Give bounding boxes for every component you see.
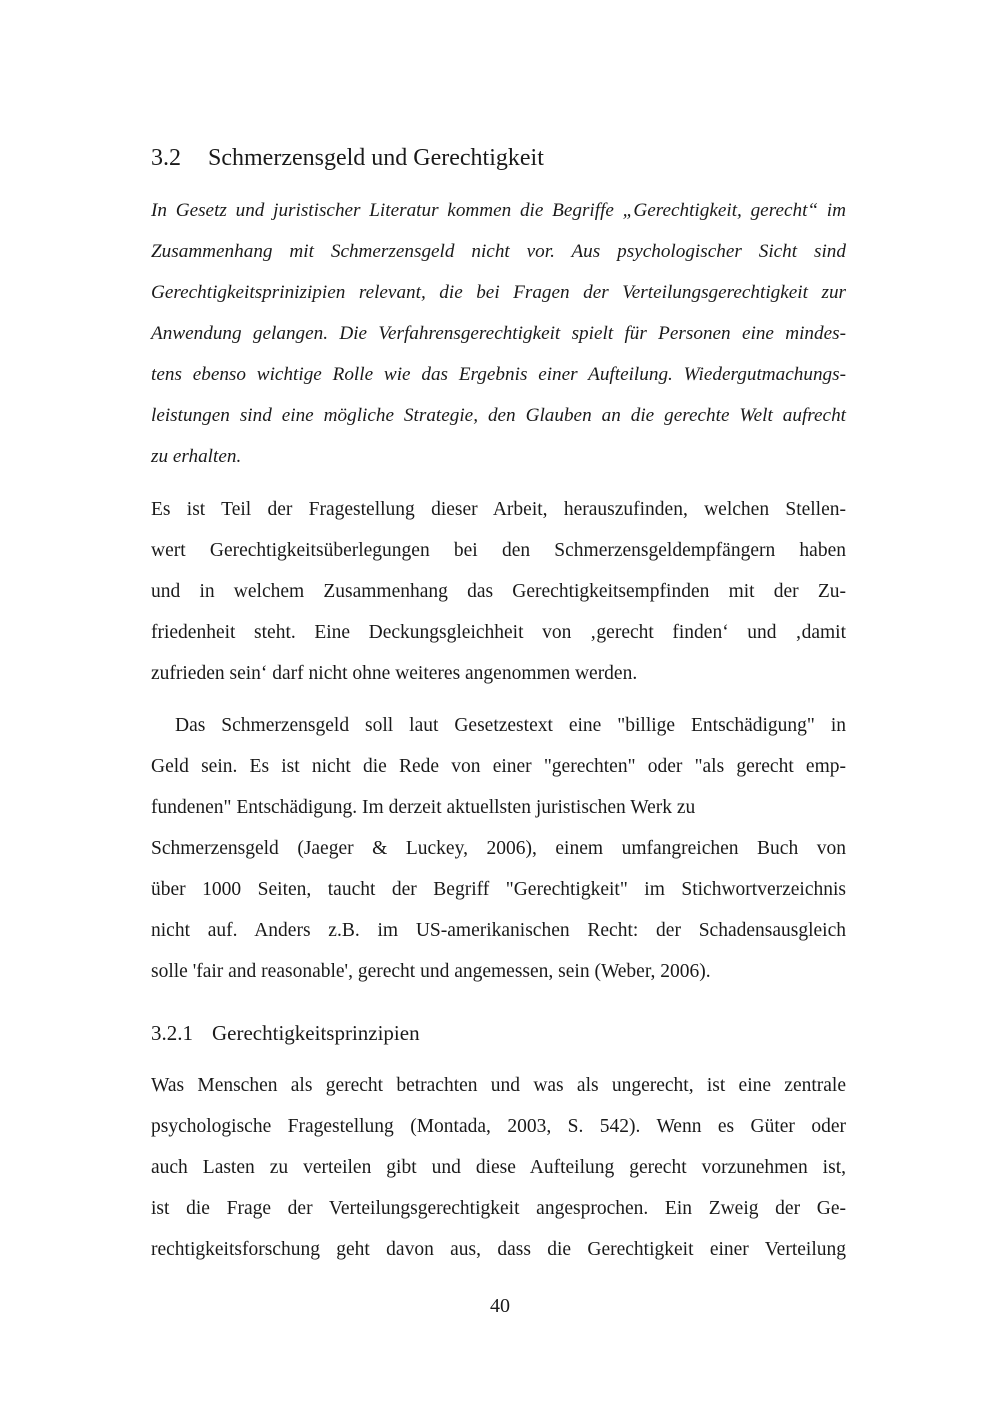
paragraph-line: über 1000 Seiten, taucht der Begriff "Gerechtigkeit" im Stichwortverzeichnis — [151, 879, 846, 900]
page-number: 40 — [490, 1295, 510, 1317]
paragraph-line: Das Schmerzensgeld soll laut Gesetzestext eine "billige Entschädigung" in — [175, 715, 846, 736]
paragraph-line: und in welchem Zusammenhang das Gerechtigkeitsempfinden mit der Zu- — [151, 581, 846, 602]
paragraph-line: Schmerzensgeld (Jaeger & Luckey, 2006), einem umfangreichen Buch von — [151, 838, 846, 859]
section-number: 3.2 — [151, 145, 181, 171]
subsection-number: 3.2.1 — [151, 1021, 193, 1045]
paragraph-line: fundenen" Entschädigung. Im derzeit aktuellsten juristischen Werk zu — [151, 797, 696, 818]
paragraph-line: auch Lasten zu verteilen gibt und diese Aufteilung gerecht vorzunehmen ist, — [151, 1157, 846, 1178]
paragraph-line: solle 'fair and reasonable', gerecht und angemessen, sein (Weber, 2006). — [151, 961, 711, 982]
paragraph-line: Geld sein. Es ist nicht die Rede von einer "gerechten" oder "als gerecht emp- — [151, 756, 846, 777]
paragraph-line: ist die Frage der Verteilungsgerechtigkeit angesprochen. Ein Zweig der Ge- — [151, 1198, 846, 1219]
summary-line: Anwendung gelangen. Die Verfahrensgerechtigkeit spielt für Personen eine mindes- — [151, 323, 846, 344]
paragraph-line: psychologische Fragestellung (Montada, 2003, S. 542). Wenn es Güter oder — [151, 1116, 846, 1137]
section-title: Schmerzensgeld und Gerechtigkeit — [208, 145, 544, 171]
summary-line: zu erhalten. — [151, 446, 242, 467]
section-summary — [151, 190, 846, 477]
summary-line: tens ebenso wichtige Rolle wie das Ergebnis einer Aufteilung. Wiedergutmachungs- — [151, 364, 846, 385]
subsection-heading — [151, 1018, 420, 1048]
paragraph-line: Es ist Teil der Fragestellung dieser Arbeit, herauszufinden, welchen Stellen- — [151, 499, 846, 520]
summary-line: Zusammenhang mit Schmerzensgeld nicht vor. Aus psychologischer Sicht sind — [151, 241, 846, 262]
paragraph-2 — [151, 705, 846, 992]
paragraph-line: rechtigkeitsforschung geht davon aus, dass die Gerechtigkeit einer Verteilung — [151, 1239, 846, 1260]
paragraph-1 — [151, 489, 846, 694]
summary-line: In Gesetz und juristischer Literatur kommen die Begriffe „Gerechtigkeit, gerecht“ im — [151, 200, 846, 221]
summary-line: Gerechtigkeitsprinizipien relevant, die bei Fragen der Verteilungsgerechtigkeit zur — [151, 282, 846, 303]
subsection-title: Gerechtigkeitsprinzipien — [212, 1021, 420, 1045]
paragraph-line: wert Gerechtigkeitsüberlegungen bei den Schmerzensgeldempfängern haben — [151, 540, 846, 561]
paragraph-line: nicht auf. Anders z.B. im US-amerikanischen Recht: der Schadensausgleich — [151, 920, 846, 941]
summary-line: leistungen sind eine mögliche Strategie, den Glauben an die gerechte Welt aufrecht — [151, 405, 846, 426]
section-heading — [151, 142, 544, 174]
paragraph-line: Was Menschen als gerecht betrachten und was als ungerecht, ist eine zentrale — [151, 1075, 846, 1096]
paragraph-line: zufrieden sein‘ darf nicht ohne weiteres angenommen werden. — [151, 663, 638, 684]
paragraph-3 — [151, 1065, 846, 1270]
paragraph-line: friedenheit steht. Eine Deckungsgleichheit von ‚gerecht finden‘ und ‚damit — [151, 622, 846, 643]
